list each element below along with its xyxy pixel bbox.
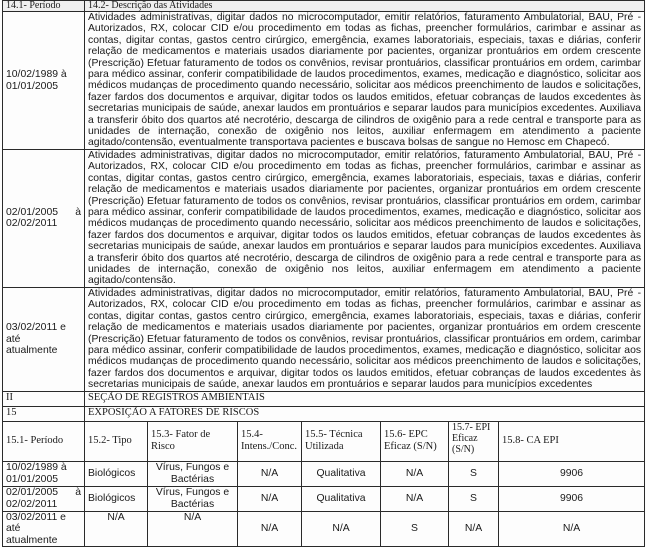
period-end: 01/01/2005 (6, 80, 59, 92)
risk-header-label: 15.6- EPC (384, 429, 428, 441)
risk-factor-value: Vírus, Fungos e (155, 487, 230, 499)
risk-technique (302, 511, 381, 546)
activity-row (3, 12, 645, 150)
risk-technique-value: N/A (332, 523, 350, 535)
activity-period (3, 287, 85, 391)
section-ii-title (85, 391, 645, 406)
period-end: atualmente (6, 534, 58, 546)
risk-factor-value: Vírus, Fungos e (155, 462, 230, 474)
risk-intensity-value: N/A (260, 493, 279, 505)
period-start: 10/02/1989 à (6, 69, 67, 81)
risk-type-value: N/A (107, 511, 125, 523)
risk-factor (148, 486, 238, 511)
risk-row (3, 461, 645, 486)
risk-intensity (238, 511, 302, 546)
activity-description-text: Atividades administrativas, digitar dados no microcomputador, emitir relatórios, faturamento Ambulatorial, BAU, Pré - Autorizados, RX, colocar CID e/ou procedimento em todas as fichas, preencher formulários, carimbar e assinar as contas, digitar contas, gastos centro cirúrgico, emergência, exames laboratoriais, especiais, taxas e diárias, conferir relação de medicamentos e materiais usados diariamente por pacientes, organizar prontuários em ordem crescente (Prescrição) Efetuar faturamento de todos os convênios, revisar prontuários, classificar prontuários em ordem, carimbar para médico assinar, conferir compatibilidade de laudos procedimentos, exames, medicação e diagnóstico, solicitar aos médicos mudanças de procedimento quando necessário, solicitar aos médicos preenchimento de laudos e solicitações, fazer fardos dos documentos e arquivar, digitar todos os laudos emitidos, efetuar cobranças de laudos excedentes às secretarias municipais de saúde, anexar laudos em prontuários e separar laudos para municípios excedentes. Auxiliava a transferir óbito dos quartos até necrotério, descarga de cilindros de oxigênio para a rede central e transporte para as unidades de internação, conexão de oxigênio nos leitos, auxiliar enfermagem em atendimento a paciente agitado/contensão. (88, 150, 642, 287)
risk-type-value: Biológicos (88, 493, 136, 505)
risk-header-type (85, 421, 148, 461)
risk-epi (449, 461, 499, 486)
risk-technique (302, 486, 381, 511)
period-connector: à (75, 487, 81, 499)
risk-factor-value: N/A (183, 511, 202, 523)
risk-header-label: 15.1- Período (6, 435, 64, 447)
risk-epc (381, 461, 449, 486)
risk-header-label: 15.8- CA EPI (502, 435, 559, 447)
activity-description (85, 150, 645, 288)
period-start-line (6, 207, 81, 218)
risk-ca (499, 461, 645, 486)
risk-intensity-value: N/A (260, 523, 279, 535)
section-ii-number (3, 391, 85, 406)
risk-intensity (238, 461, 302, 486)
risk-header-row (3, 421, 645, 461)
period-end: 01/01/2005 (6, 473, 59, 485)
risk-header-label: (S/N) (452, 443, 475, 455)
risk-epc-value: N/A (405, 493, 424, 505)
period-start: 03/02/2011 e até (6, 511, 66, 535)
description-header (85, 1, 645, 12)
risk-ca (499, 511, 645, 546)
description-header-label: 14.2- Descrição das Atividades (88, 0, 213, 11)
risk-header-epi (449, 421, 499, 461)
activity-period (3, 12, 85, 150)
risk-type-value: Biológicos (88, 468, 136, 480)
risk-ca-value: 9906 (559, 493, 584, 505)
risk-technique (302, 461, 381, 486)
period-start: 02/01/2005 (6, 487, 59, 499)
risk-factor-value: Bactérias (170, 498, 215, 510)
risk-header-label: 15.7- EPI (452, 421, 491, 433)
risk-intensity (238, 486, 302, 511)
risk-header-intensity (238, 421, 302, 461)
section-15-title (85, 406, 645, 421)
section-ii-row (3, 391, 645, 406)
risk-type (85, 511, 148, 546)
period-start-line (6, 487, 81, 498)
section-title: SEÇÃO DE REGISTROS AMBIENTAIS (88, 391, 265, 403)
risk-period (3, 461, 85, 486)
risk-row (3, 486, 645, 511)
section-15-row (3, 406, 645, 421)
period-header-label: 14.1- Período (6, 0, 61, 11)
risk-intensity-value: N/A (260, 468, 279, 480)
period-start: 03/02/2011 e até (6, 322, 66, 345)
activity-row (3, 287, 645, 391)
period-end: 02/02/2011 (6, 498, 58, 510)
risk-ca-value: 9906 (559, 468, 584, 480)
risk-factor (148, 461, 238, 486)
risk-header-label: Intens./Conc. (241, 441, 297, 453)
risk-epc (381, 511, 449, 546)
risk-ca-value: N/A (562, 523, 581, 535)
risk-type (85, 461, 148, 486)
section-15-number (3, 406, 85, 421)
risk-epc-value: N/A (405, 468, 424, 480)
section-number: 15 (6, 406, 17, 418)
activity-description (85, 12, 645, 150)
risk-row (3, 511, 645, 546)
risk-header-factor (148, 421, 238, 461)
risk-header-label: 15.2- Tipo (88, 435, 132, 447)
risk-epi-value: S (470, 493, 477, 505)
activity-description (85, 287, 645, 391)
risk-type (85, 486, 148, 511)
ppp-form-table (2, 0, 645, 547)
risk-header-epc (381, 421, 449, 461)
risk-ca (499, 486, 645, 511)
risk-header-label: Eficaz (452, 432, 478, 444)
risk-technique-value: Qualitativa (316, 493, 366, 505)
risk-epc-value: S (411, 523, 418, 535)
risk-epi (449, 511, 499, 546)
risk-header-ca (499, 421, 645, 461)
risk-header-period (3, 421, 85, 461)
risk-header-label: Eficaz (S/N) (384, 441, 437, 453)
activities-header-row (3, 1, 645, 12)
risk-header-technique (302, 421, 381, 461)
risk-period (3, 486, 85, 511)
period-start: 02/01/2005 (6, 207, 59, 219)
period-start: 10/02/1989 à (6, 462, 67, 474)
period-end: 02/02/2011 (6, 218, 58, 230)
period-end: atualmente (6, 345, 58, 357)
risk-technique-value: Qualitativa (316, 468, 366, 480)
period-connector: à (75, 207, 81, 219)
risk-header-label: 15.3- Fator de Risco (151, 429, 211, 453)
risk-epc (381, 486, 449, 511)
activity-description-text: Atividades administrativas, digitar dados no microcomputador, emitir relatórios, faturamento Ambulatorial, BAU, Pré - Autorizados, RX, colocar CID e/ou procedimento em todas as fichas, preencher formulários, carimbar e assinar as contas, digitar contas, gastos centro cirúrgico, emergência, exames laboratoriais, especiais, taxas e diárias, conferir relação de medicamentos e materiais usados diariamente por pacientes, organizar prontuários em ordem crescente (Prescrição) Efetuar faturamento de todos os convênios, revisar prontuários, classificar prontuários em ordem, carimbar para médico assinar, conferir compatibilidade de laudos procedimentos, exames, medicação e diagnóstico, solicitar aos médicos mudanças de procedimento quando necessário, solicitar aos médicos preenchimento de laudos e solicitações, fazer fardos dos documentos e arquivar, digitar todos os laudos emitidos, efetuar cobranças de laudos excedentes às secretarias municipais de saúde, anexar laudos em prontuários e separar laudos para municípios excedentes. Auxiliava a transferir óbito dos quartos até necrotério, descarga de cilindros de oxigênio para a rede central e transporte para as unidades de internação, conexão de oxigênio nos leitos, auxiliar enfermagem em atendimento a paciente agitado/contensão, eventualmente transportava pacientes e buscava bolsas de sangue no Hemosc em Chapecó. (88, 12, 642, 149)
risk-header-label: Utilizada (305, 441, 344, 453)
risk-factor (148, 511, 238, 546)
risk-epi-value: N/A (464, 523, 483, 535)
risk-header-label: 15.4- (241, 429, 263, 441)
section-title: EXPOSIÇÃO A FATORES DE RISCOS (88, 406, 260, 418)
risk-epi (449, 486, 499, 511)
risk-header-label: 15.5- Técnica (305, 429, 363, 441)
activity-row (3, 150, 645, 288)
risk-epi-value: S (470, 468, 477, 480)
activity-description-text: Atividades administrativas, digitar dados no microcomputador, emitir relatórios, faturamento Ambulatorial, BAU, Pré - Autorizados, RX, colocar CID e/ou procedimento em todas as fichas, preencher formulários, carimbar e assinar as contas, digitar contas, gastos centro cirúrgico, emergência, exames laboratoriais, especiais, taxas e diárias, conferir relação de medicamentos e materiais usados diariamente por pacientes, organizar prontuários em ordem crescente (Prescrição) Efetuar faturamento de todos os convênios, revisar prontuários, classificar prontuários em ordem, carimbar para médico assinar, conferir compatibilidade de laudos procedimentos, exames, medicação e diagnóstico, solicitar aos médicos mudanças de procedimento quando necessário, solicitar aos médicos preenchimento de laudos e solicitações, fazer fardos dos documentos e arquivar, digitar todos os laudos emitidos, efetuar cobranças de laudos excedentes às secretarias municipais de saúde, anexar laudos em prontuários e separar laudos para municípios excedentes (88, 287, 642, 391)
section-number: II (6, 391, 13, 403)
risk-period (3, 511, 85, 546)
risk-factor-value: Bactérias (170, 473, 215, 485)
activity-period (3, 150, 85, 288)
period-header (3, 1, 85, 12)
